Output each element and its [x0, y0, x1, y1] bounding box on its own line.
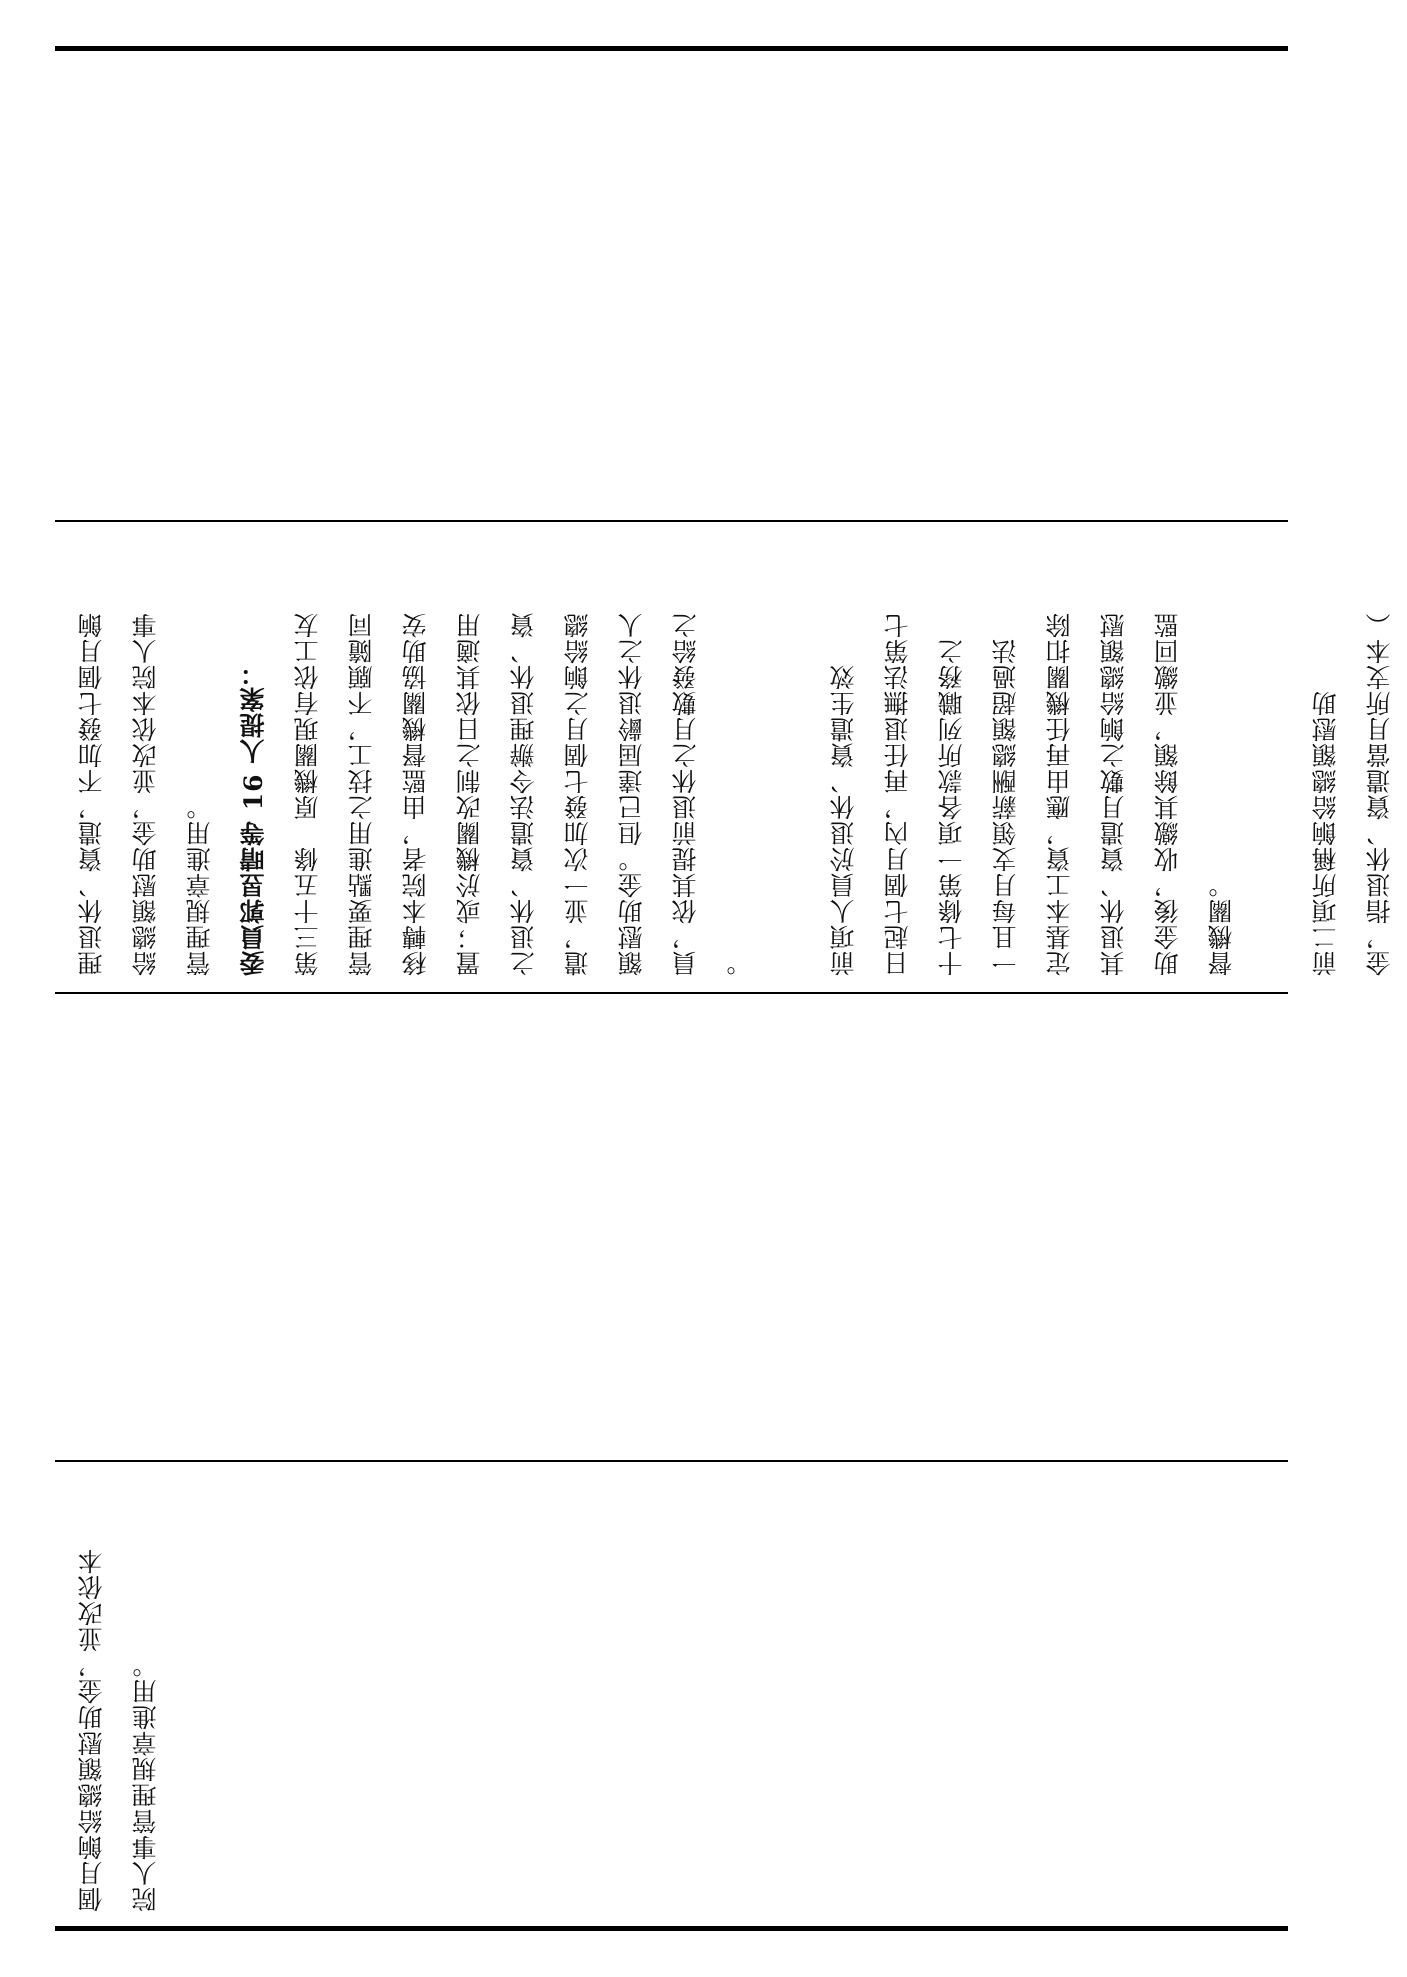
text-line: 日起七個月內，再任退撫法第七: [883, 612, 912, 976]
cell-middle: [55, 522, 1394, 992]
text-line: 一且每月支領薪酬總額超過法: [991, 638, 1020, 976]
text-line: 個月餉給總額慰助金，並改依本: [77, 1548, 106, 1912]
text-line: 院人事管理規章進用。: [131, 1652, 160, 1912]
text-line: 第三十五條 原機關現有依工友: [293, 612, 322, 976]
text-line: 十七條第一項各款所列職務之: [937, 638, 966, 976]
text-line: 管理規章進用。: [185, 794, 214, 976]
text-line: 督機關。: [1207, 872, 1236, 976]
text-line: 金，指退休、資遣當月所支本（: [1365, 612, 1394, 976]
cell-empty: [55, 994, 1288, 1460]
article-text-bottom: [65, 1482, 173, 1912]
text-line: 。: [725, 950, 754, 976]
article-text-middle: [65, 534, 1407, 976]
bottom-border: [55, 1926, 1288, 1931]
text-line: 遣，並一次加發七個月之餉給總: [563, 612, 592, 976]
text-line: 助金後，收繳其餘額，並繳回監: [1153, 612, 1182, 976]
text-line: 員，依其提前退休之月數發給之: [671, 612, 700, 976]
text-line: 委員郭昱晴等 16 人提案：: [239, 659, 268, 976]
text-line: 移轉本院者，由監督機關協助安: [401, 612, 430, 976]
text-line: 其退休、資遣月數之餉給總額慰: [1099, 612, 1128, 976]
text-line: 前項人員於退休、資遣生效: [829, 664, 858, 976]
text-line: 理退休、資遣，不加發七個月餉: [77, 612, 106, 976]
text-line: 前二項所稱餉給總額慰助: [1311, 690, 1340, 976]
cell-top-empty: [55, 51, 1288, 520]
text-line: 置；或於機關改制之日依其適用: [455, 612, 484, 976]
text-line: 額慰助金。但已達屆齡退休之人: [617, 612, 646, 976]
text-line: 之退休、資遣法令辦理退休、資: [509, 612, 538, 976]
text-line: 管理要點進用之技工，不願隨同: [347, 612, 376, 976]
text-line: 定基本工資，應由再任機關扣除: [1045, 612, 1074, 976]
text-line: 給總額慰助金，並改依本院人事: [131, 612, 160, 976]
cell-bottom: [55, 1462, 1288, 1926]
